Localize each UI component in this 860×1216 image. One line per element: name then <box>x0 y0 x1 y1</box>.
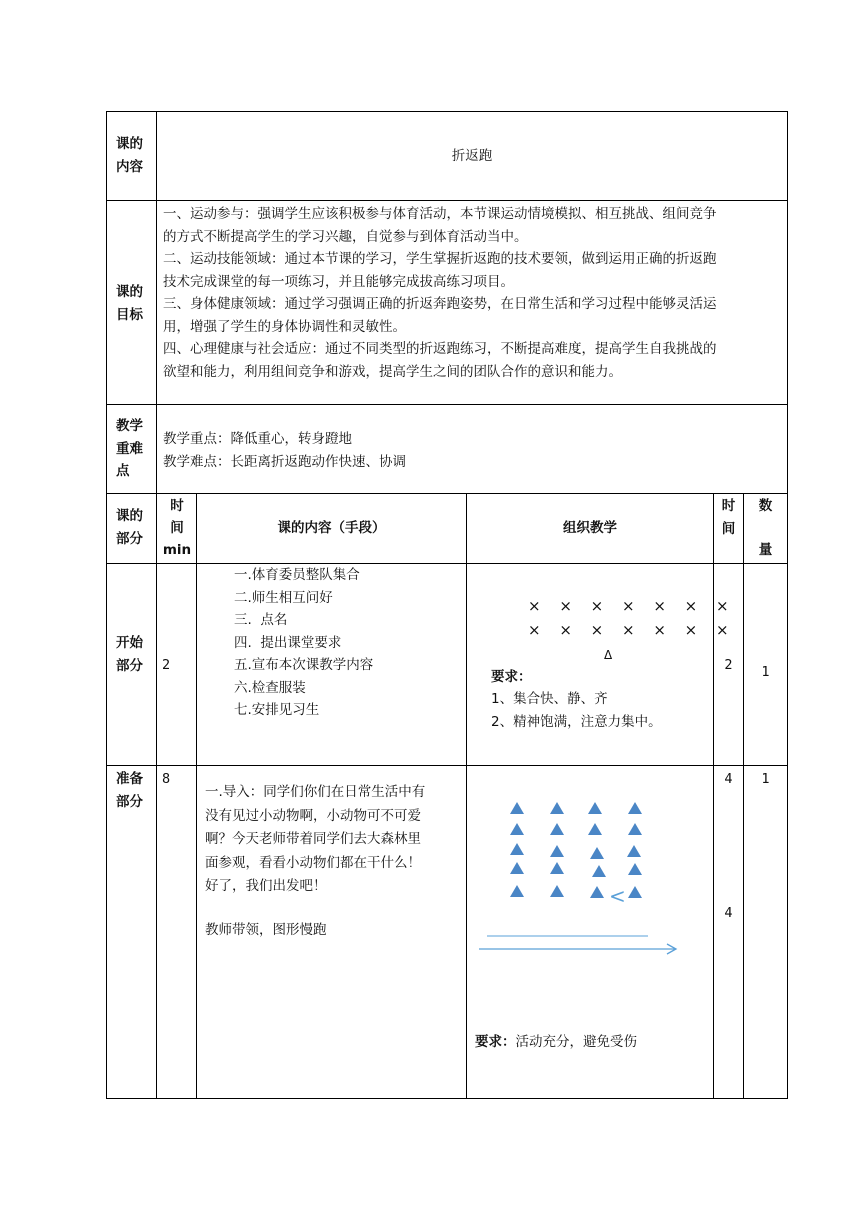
triangle-icon <box>628 802 642 814</box>
start-requirements <box>491 688 711 733</box>
prep-part-label: 准备 部分 <box>116 771 143 810</box>
start-items <box>234 564 464 722</box>
header-organization: 组织教学 <box>563 520 617 536</box>
table-border-bottom <box>106 1098 788 1099</box>
column-divider <box>196 493 197 1099</box>
start-item: 三. 点名 <box>234 612 288 628</box>
start-item: 六.检查服装 <box>234 679 306 696</box>
goal-line: 的方式不断提高学生的学习兴趣，自觉参与到体育活动当中。 <box>163 228 528 245</box>
start-part-label: 开始 部分 <box>116 635 143 674</box>
prep-count: 1 <box>761 771 770 787</box>
keypoints-row-label: 教学 重难 点 <box>116 418 143 479</box>
triangle-icon <box>627 845 641 857</box>
prep-requirement <box>475 1031 637 1054</box>
header-time2: 时 间 <box>721 498 736 537</box>
triangle-icon <box>628 886 642 898</box>
triangle-icon <box>550 823 564 835</box>
goal-line: 四、心理健康与社会适应：通过不同类型的折返跑练习，不断提高难度，提高学生自我挑战的 <box>163 341 717 357</box>
goal-line: 欲望和能力，利用组间竞争和游戏，提高学生之间的团队合作的意识和能力。 <box>163 363 622 380</box>
running-path-arrows <box>470 925 710 965</box>
triangle-icon <box>588 823 602 835</box>
prep-lead-text: 教师带领，图形慢跑 <box>205 922 327 938</box>
start-time: 2 <box>162 657 171 673</box>
start-item: 二.师生相互问好 <box>234 589 333 606</box>
goal-line: 二、运动技能领域：通过本节课的学习，学生掌握折返跑的技术要领，做到运用正确的折返跑 <box>163 251 717 267</box>
triangle-icon <box>550 845 564 857</box>
intro-line: 一.导入：同学们你们在日常生活中有 <box>205 784 426 800</box>
lesson-topic: 折返跑 <box>451 148 493 164</box>
triangle-icon <box>510 885 524 897</box>
start-requirement-title: 要求： <box>491 669 532 685</box>
goal-line: 一、运动参与：强调学生应该积极参与体育活动，本节课运动情境模拟、相互挑战、组间竞争 <box>163 206 717 222</box>
triangle-icon <box>628 823 642 835</box>
prep-time2-a: 4 <box>724 771 733 787</box>
requirement-line: 2、精神饱满，注意力集中。 <box>491 713 662 730</box>
intro-line: 啊？今天老师带着同学们去大森林里 <box>205 831 421 847</box>
triangle-icon <box>628 863 642 875</box>
turn-arrow-icon: < <box>609 884 626 908</box>
column-divider <box>743 493 744 1099</box>
row-divider <box>106 493 788 494</box>
goals-row-label: 课的 目标 <box>116 284 143 323</box>
table-border-left <box>106 111 107 1099</box>
triangle-icon <box>588 802 602 814</box>
column-divider <box>156 111 157 1099</box>
header-count: 数 量 <box>758 498 773 558</box>
table-border-right <box>787 111 788 1099</box>
goal-line: 技术完成课堂的每一项练习，并且能够完成拔高练习项目。 <box>163 273 514 290</box>
prep-time: 8 <box>162 771 171 787</box>
header-time: 时 间 min <box>162 498 192 558</box>
keypoint-line: 教学重点：降低重心，转身蹬地 <box>163 431 352 447</box>
column-divider <box>466 493 467 1099</box>
intro-line: 面参观，看看小动物们都在干什么！ <box>205 854 421 871</box>
start-count: 1 <box>761 664 770 680</box>
row-divider <box>106 765 788 766</box>
intro-line: 好了，我们出发吧！ <box>205 878 327 894</box>
intro-line: 没有见过小动物啊，小动物可不可爱 <box>205 807 421 824</box>
formation-row-2: × × × × × × × <box>528 621 736 639</box>
triangle-icon <box>590 886 604 898</box>
triangle-icon <box>592 865 606 877</box>
start-item: 一.体育委员整队集合 <box>234 567 360 583</box>
triangle-icon <box>510 802 524 814</box>
row-divider <box>106 200 788 201</box>
keypoint-line: 教学难点：长距离折返跑动作快速、协调 <box>163 453 406 470</box>
prep-time2-b: 4 <box>724 905 733 921</box>
triangle-icon <box>550 862 564 874</box>
header-part: 课的 部分 <box>116 508 143 547</box>
prep-intro <box>205 781 465 899</box>
keypoints-text <box>163 428 763 473</box>
triangle-icon <box>590 847 604 859</box>
triangle-icon <box>510 823 524 835</box>
start-item: 五.宣布本次课教学内容 <box>234 657 374 673</box>
triangle-icon <box>510 843 524 855</box>
goals-text <box>163 203 785 383</box>
requirement-line: 1、集合快、静、齐 <box>491 691 608 707</box>
formation-row-1: × × × × × × × <box>528 597 736 615</box>
column-divider <box>713 493 714 1099</box>
header-content: 课的内容（手段） <box>277 520 386 536</box>
triangle-icon <box>550 802 564 814</box>
start-item: 七.安排见习生 <box>234 702 320 718</box>
content-row-label: 课的 内容 <box>116 136 143 175</box>
goal-line: 三、身体健康领域：通过学习强调正确的折返奔跑姿势，在日常生活和学习过程中能够灵活运 <box>163 296 717 312</box>
prep-requirement-title: 要求： <box>475 1034 516 1050</box>
triangle-icon <box>510 862 524 874</box>
row-divider <box>106 404 788 405</box>
start-item: 四. 提出课堂要求 <box>234 634 342 651</box>
triangle-icon <box>550 885 564 897</box>
goal-line: 用，增强了学生的身体协调性和灵敏性。 <box>163 318 406 335</box>
start-time2: 2 <box>724 657 733 673</box>
teacher-mark: Δ <box>604 648 613 662</box>
table-border-top <box>106 111 788 112</box>
prep-requirement-text: 活动充分，避免受伤 <box>515 1034 637 1050</box>
